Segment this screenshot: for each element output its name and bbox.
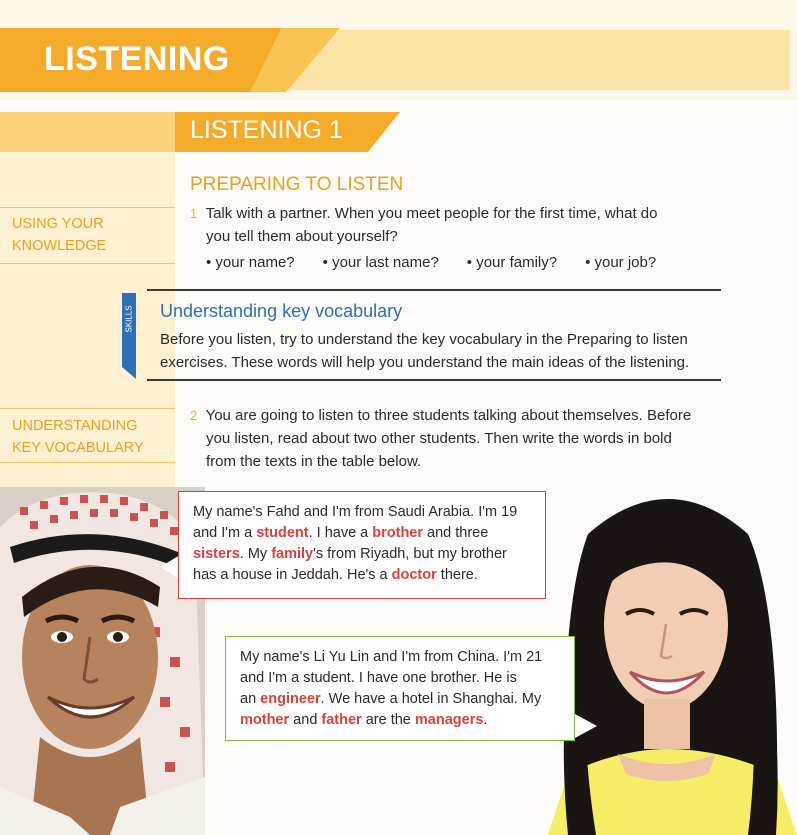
bullet-text: your family? — [476, 254, 558, 271]
skills-line: Before you listen, try to understand the key vocabulary in the Preparing to listen — [160, 331, 688, 348]
skills-line: exercises. These words will help you understand the main ideas of the listening. — [160, 354, 690, 371]
skills-text — [160, 328, 715, 374]
bubble-line: My name's Li Yu Lin and I'm from China. I'm 21 — [240, 649, 543, 665]
subtitle-band-left — [0, 112, 175, 152]
bullet-item: • your job? — [585, 254, 657, 271]
bubble-line — [193, 523, 531, 544]
bubble-text: . My — [239, 546, 272, 562]
keyword: managers — [414, 712, 484, 728]
keyword: father — [321, 712, 362, 728]
keyword: engineer — [260, 691, 321, 707]
bullet-list — [206, 254, 684, 271]
keyword: student — [256, 525, 309, 541]
bullet-item: • your name? — [206, 254, 295, 271]
student-photo-li — [548, 474, 797, 835]
exercise-text: from the texts in the table below. — [206, 453, 422, 470]
side-label-key-vocabulary — [12, 415, 144, 459]
speech-bubble-fahd — [178, 491, 546, 599]
bubble-line — [193, 565, 531, 586]
exercise-number: 1 — [190, 206, 198, 221]
keyword: brother — [372, 525, 424, 541]
side-label-line: KEY VOCABULARY — [12, 440, 144, 456]
bubble-text: . I have a — [308, 525, 373, 541]
side-label-using-knowledge — [12, 213, 106, 257]
bubble-text: . — [483, 712, 488, 728]
keyword: doctor — [391, 567, 437, 583]
side-label-line: USING YOUR — [12, 216, 104, 232]
bullet-text: your last name? — [332, 254, 439, 271]
side-divider — [0, 263, 175, 264]
exercise-text: You are going to listen to three students talking about themselves. Before — [205, 407, 692, 424]
exercise-text: you listen, read about two other students. Then write the words in bold — [206, 430, 672, 447]
side-divider — [0, 408, 175, 409]
skills-box — [124, 289, 721, 381]
bubble-text: an — [240, 691, 261, 707]
side-divider — [0, 462, 175, 463]
bubble-text: . We have a hotel in Shanghai. My — [320, 691, 542, 707]
bubble-line: and I'm a student. I have one brother. He is — [240, 670, 517, 686]
bullet-text: your job? — [594, 254, 657, 271]
bullet-text: your name? — [215, 254, 295, 271]
exercise-1 — [190, 202, 657, 248]
bubble-line — [240, 689, 560, 710]
bubble-text: and — [289, 712, 322, 728]
student-photo-fahd — [0, 487, 205, 835]
side-divider — [0, 207, 175, 208]
bubble-tail — [160, 555, 180, 579]
bubble-text: and I'm a — [193, 525, 257, 541]
bubble-line — [240, 710, 560, 731]
skills-top-rule — [147, 289, 721, 291]
exercise-text: Talk with a partner. When you meet people for the first time, what do — [205, 205, 658, 222]
bubble-tail — [575, 714, 597, 738]
bullet-item: • your family? — [466, 254, 558, 271]
speech-bubble-li — [225, 636, 575, 741]
bubble-text: are the — [361, 712, 415, 728]
keyword: sisters — [193, 546, 240, 562]
keyword: family — [271, 546, 314, 562]
bubble-text: 's from Riyadh, but my brother — [313, 546, 507, 562]
exercise-text: you tell them about yourself? — [206, 228, 398, 245]
main-title: LISTENING — [44, 40, 230, 78]
keyword: mother — [240, 712, 290, 728]
side-label-line: KNOWLEDGE — [12, 238, 107, 254]
bubble-line — [193, 544, 531, 565]
skills-bottom-rule — [147, 379, 721, 381]
photo-illustration — [548, 474, 797, 835]
exercise-number: 2 — [190, 408, 198, 423]
exercise-2 — [190, 404, 691, 473]
bullet-item: • your last name? — [322, 254, 439, 271]
bubble-text: and three — [423, 525, 489, 541]
photo-illustration — [0, 487, 205, 835]
skills-tab-label: SKILLS — [124, 305, 134, 333]
skills-title: Understanding key vocabulary — [160, 301, 403, 321]
section-heading: PREPARING TO LISTEN — [190, 174, 404, 195]
bubble-text: has a house in Jeddah. He's a — [193, 567, 392, 583]
bubble-line: My name's Fahd and I'm from Saudi Arabia. I'm 19 — [193, 504, 518, 520]
side-label-line: UNDERSTANDING — [12, 418, 138, 434]
bubble-text: there. — [436, 567, 478, 583]
subtitle: LISTENING 1 — [190, 116, 343, 144]
